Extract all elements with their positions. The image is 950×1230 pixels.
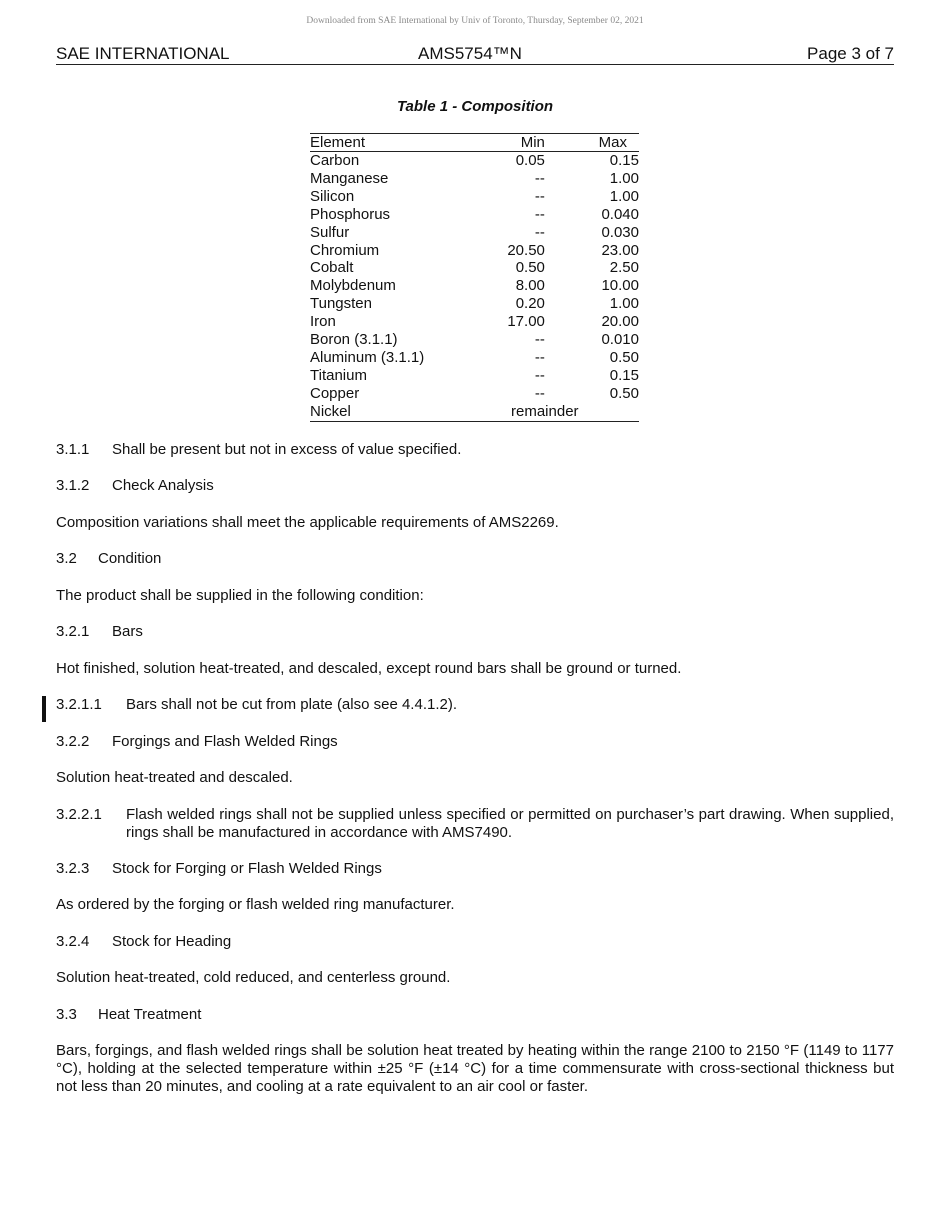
table-cell-element: Copper	[310, 384, 360, 402]
table-cell-remainder	[506, 403, 639, 421]
table-cell-min: 0.20	[515, 295, 545, 313]
header-document-number: AMS5754™N	[418, 44, 522, 63]
table-cell-max: 20.00	[601, 313, 639, 331]
revision-change-bar	[42, 696, 46, 722]
table-cell-min: 17.00	[507, 313, 545, 331]
column-header-min: Min	[506, 134, 545, 152]
section-heading: Bars	[112, 623, 143, 640]
table-cell-max: 10.00	[601, 277, 639, 295]
table-cell-min: --	[534, 384, 545, 402]
section-3-2-heading	[56, 550, 894, 568]
section-number: 3.1.1	[56, 441, 90, 458]
section-text: Flash welded rings shall not be supplied unless specified or permitted on purchaser’s part drawing. When supplied, rings shall be manufactured in accordance with AMS7490.	[126, 806, 894, 841]
table-cell-element: Aluminum (3.1.1)	[310, 348, 425, 366]
table-cell-max: 0.040	[601, 205, 639, 223]
section-3-2-2-heading	[56, 733, 894, 751]
table-row	[310, 277, 639, 295]
paragraph-condition: The product shall be supplied in the following condition:	[56, 587, 424, 604]
section-3-2-3-heading	[56, 860, 894, 878]
section-number: 3.3	[56, 1006, 77, 1023]
table-cell-max: 0.010	[601, 331, 639, 349]
section-3-2-1-1	[56, 696, 894, 714]
section-number: 3.2.4	[56, 933, 90, 950]
table-cell-max: 23.00	[601, 241, 639, 259]
table-cell-max: 0.15	[609, 366, 639, 384]
header-page-number: Page 3 of 7	[807, 44, 894, 63]
section-3-2-1-heading	[56, 623, 894, 641]
section-heading: Check Analysis	[112, 477, 214, 494]
table-cell-element: Silicon	[310, 187, 355, 205]
table-cell-max: 2.50	[609, 259, 639, 277]
table-cell-max: 1.00	[609, 187, 639, 205]
table-row	[310, 224, 639, 242]
section-number: 3.2.3	[56, 860, 90, 877]
table-cell-min: --	[534, 348, 545, 366]
section-heading: Heat Treatment	[98, 1006, 202, 1023]
section-3-1-2-heading	[56, 477, 894, 495]
table-cell-min: --	[534, 223, 545, 241]
table-cell-element: Nickel	[310, 403, 506, 421]
table-cell-min: 0.50	[515, 259, 545, 277]
table-body	[310, 152, 639, 422]
table-cell-min: 8.00	[515, 277, 545, 295]
remainder-text: remainder	[511, 402, 579, 420]
table-cell-element: Cobalt	[310, 259, 354, 277]
table-cell-element: Chromium	[310, 241, 380, 259]
table-cell-max: 1.00	[609, 295, 639, 313]
table-row	[310, 385, 639, 403]
paragraph-forgings: Solution heat-treated and descaled.	[56, 769, 293, 786]
section-heading: Stock for Forging or Flash Welded Rings	[112, 860, 382, 877]
table-row	[310, 367, 639, 385]
section-3-2-2-1	[56, 806, 894, 842]
table-header-row	[310, 134, 639, 152]
section-text: Bars shall not be cut from plate (also see 4.4.1.2).	[126, 696, 458, 713]
section-number: 3.2.2	[56, 733, 90, 750]
table-row	[310, 349, 639, 367]
table-cell-element: Phosphorus	[310, 205, 391, 223]
table-title: Table 1 - Composition	[396, 98, 554, 115]
section-3-2-4-heading	[56, 933, 894, 951]
table-cell-min: --	[534, 366, 545, 384]
table-row	[310, 331, 639, 349]
table-row	[310, 152, 639, 170]
section-number: 3.2.1	[56, 623, 90, 640]
table-cell-element: Iron	[310, 313, 336, 331]
table-cell-min: --	[534, 187, 545, 205]
table-cell-element: Tungsten	[310, 295, 372, 313]
paragraph-bars: Hot finished, solution heat-treated, and descaled, except round bars shall be ground or turned.	[56, 660, 682, 677]
table-row	[310, 242, 639, 260]
table-cell-min: --	[534, 169, 545, 187]
composition-table	[310, 133, 639, 422]
table-cell-min: 20.50	[507, 241, 545, 259]
table-cell-min: --	[534, 205, 545, 223]
section-3-1-1	[56, 441, 894, 459]
download-watermark: Downloaded from SAE International by Univ of Toronto, Thursday, September 02, 2021	[306, 16, 644, 26]
table-row	[310, 259, 639, 277]
section-heading: Stock for Heading	[112, 933, 232, 950]
paragraph-stock-forging: As ordered by the forging or flash welded ring manufacturer.	[56, 896, 455, 913]
table-cell-max: 1.00	[609, 169, 639, 187]
paragraph-heat-treatment: Bars, forgings, and flash welded rings shall be solution heat treated by heating within the range 2100 to 2150 °F (1149 to 1177 °C), holding at the selected temperature within ±25 °F (±14 °C) for a time commensurate with cross-sectional thickness but not less than 20 minutes, and cooling at a rate equivalent to an air cool or faster.	[56, 1042, 894, 1095]
page-header	[56, 44, 894, 65]
table-cell-element: Manganese	[310, 169, 389, 187]
section-text: Shall be present but not in excess of value specified.	[112, 441, 462, 458]
section-heading: Forgings and Flash Welded Rings	[112, 733, 338, 750]
table-cell-max: 0.15	[609, 152, 639, 169]
header-organization: SAE INTERNATIONAL	[56, 44, 230, 63]
table-cell-max: 0.50	[609, 384, 639, 402]
paragraph-stock-heading: Solution heat-treated, cold reduced, and centerless ground.	[56, 969, 451, 986]
section-number: 3.1.2	[56, 477, 90, 494]
table-cell-element: Sulfur	[310, 223, 350, 241]
column-header-max: Max	[545, 134, 639, 152]
paragraph-check-analysis: Composition variations shall meet the applicable requirements of AMS2269.	[56, 514, 559, 531]
section-number: 3.2.1.1	[56, 696, 102, 713]
table-row	[310, 206, 639, 224]
table-cell-max: 0.030	[601, 223, 639, 241]
table-row	[310, 188, 639, 206]
table-cell-max: 0.50	[609, 348, 639, 366]
column-header-element: Element	[310, 134, 506, 152]
section-number: 3.2.2.1	[56, 806, 102, 823]
table-cell-element: Titanium	[310, 366, 367, 384]
section-number: 3.2	[56, 550, 77, 567]
table-row	[310, 170, 639, 188]
table-cell-element: Boron (3.1.1)	[310, 331, 398, 349]
section-heading: Condition	[98, 550, 162, 567]
section-3-3-heading	[56, 1006, 894, 1024]
table-cell-element: Molybdenum	[310, 277, 396, 295]
table-cell-element: Carbon	[310, 152, 360, 169]
table-cell-min: --	[534, 331, 545, 349]
table-cell-min: 0.05	[515, 152, 545, 169]
table-row	[310, 313, 639, 331]
table-row	[310, 295, 639, 313]
table-row-nickel	[310, 403, 639, 421]
